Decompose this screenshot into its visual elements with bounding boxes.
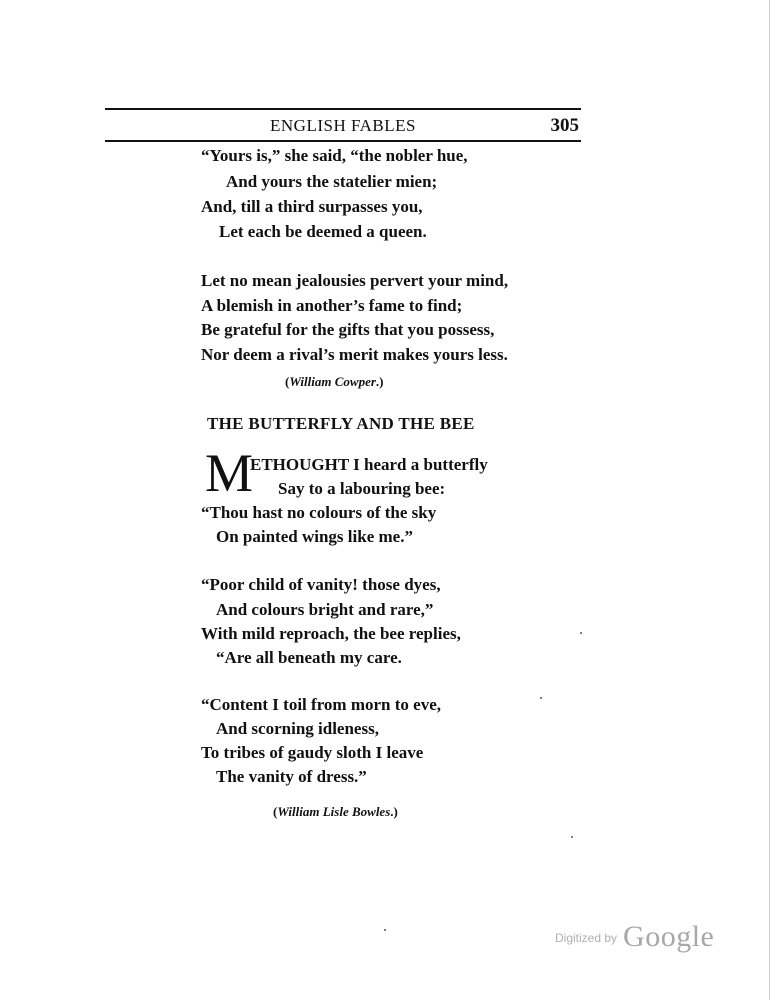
poem2-line-5: “Poor child of vanity! those dyes, (201, 575, 441, 594)
poem2-line-8: “Are all beneath my care. (216, 648, 402, 667)
poem1-line-5: Let no mean jealousies pervert your mind, (201, 271, 509, 290)
attribution-open: ( (273, 804, 278, 819)
poem1-line-1: “Yours is,” she said, “the nobler hue, (201, 146, 468, 165)
scan-edge-line (769, 0, 770, 1000)
poem1-line-4: Let each be deemed a queen. (219, 222, 427, 241)
poem2-line-9: “Content I toil from morn to eve, (201, 695, 442, 714)
poem1-line-7: Be grateful for the gifts that you possess, (201, 320, 495, 339)
attribution-close: .) (375, 374, 384, 389)
attribution-author: William Lisle Bowles (277, 804, 391, 819)
poem-title: THE BUTTERFLY AND THE BEE (207, 414, 475, 433)
page-number: 305 (550, 115, 579, 136)
poem2-line-7: With mild reproach, the bee replies, (201, 624, 461, 643)
watermark-prefix: Digitized by (555, 931, 618, 945)
poem1-line-6: A blemish in another’s fame to find; (201, 296, 463, 315)
attribution-author: William Cowper (289, 374, 376, 389)
attribution-close: .) (390, 804, 398, 819)
poem2-line-6: And colours bright and rare,” (216, 600, 434, 619)
google-logo: Google (623, 920, 715, 953)
scan-speck (571, 836, 573, 838)
running-head (105, 114, 581, 138)
poem2-attribution (273, 804, 398, 820)
poem2-line-10: And scorning idleness, (216, 719, 379, 738)
scan-speck (540, 697, 542, 699)
scan-speck (384, 929, 386, 931)
poem1-line-3: And, till a third surpasses you, (201, 197, 423, 216)
poem2-line-3: “Thou hast no colours of the sky (201, 503, 437, 522)
digitized-watermark (555, 920, 714, 954)
poem2-line-2: Say to a labouring bee: (278, 479, 446, 498)
header-rule-top (105, 108, 581, 110)
header-rule-bottom (105, 140, 581, 142)
running-title: ENGLISH FABLES (270, 116, 416, 135)
scan-speck (580, 632, 582, 634)
drop-cap: M (205, 443, 254, 503)
poem2-line-11: To tribes of gaudy sloth I leave (201, 743, 424, 762)
poem1-line-2: And yours the statelier mien; (226, 172, 438, 191)
poem1-line-8: Nor deem a rival’s merit makes yours less. (201, 345, 508, 364)
poem2-line-1: ETHOUGHT I heard a butterfly (250, 455, 488, 474)
poem2-line-4: On painted wings like me.” (216, 527, 413, 546)
poem2-line-12: The vanity of dress.” (216, 767, 367, 786)
attribution-open: ( (285, 374, 290, 389)
poem1-attribution (285, 374, 384, 390)
